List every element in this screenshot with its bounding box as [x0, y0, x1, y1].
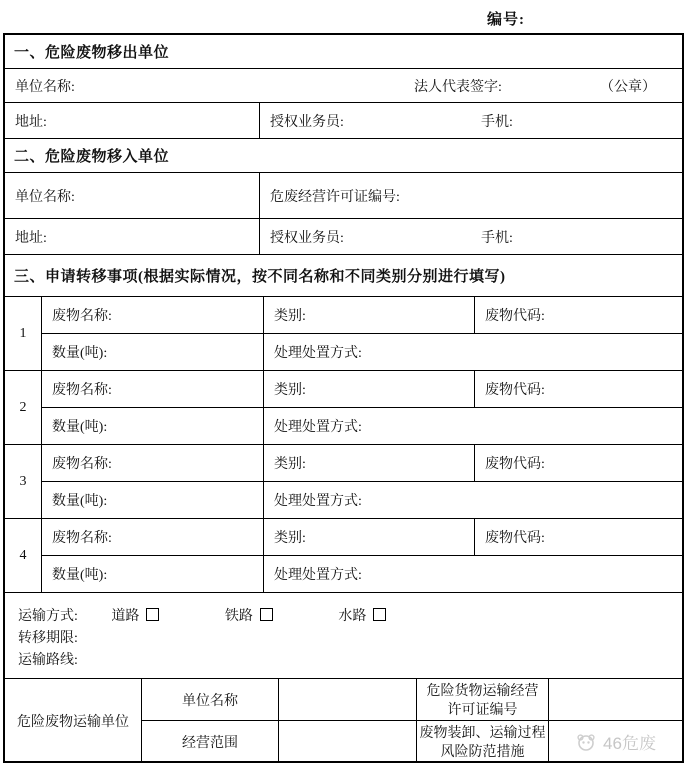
section1-title: 一、危险废物移出单位: [14, 45, 170, 61]
waste-item-1: [5, 297, 682, 371]
carrier-row-title: 危险废物运输单位: [5, 679, 142, 762]
section1-header-row: [5, 35, 682, 69]
carrier-scope-value-cell: [279, 721, 417, 762]
section2-agent-label: 授权业务员:: [270, 230, 344, 246]
carrier-risk-label: [417, 721, 549, 762]
item1-waste-name-label: 废物名称:: [42, 297, 264, 333]
section1-legal-rep-label: 法人代表签字:: [414, 79, 502, 95]
section2-address-row: [5, 219, 682, 255]
item3-waste-code-label: 废物代码:: [485, 457, 545, 472]
transport-route-label: 运输路线:: [18, 653, 78, 668]
transport-mode-line: [18, 606, 682, 628]
section2-license-label: 危废经营许可证编号:: [270, 189, 400, 205]
section2-address-label: 地址:: [5, 219, 260, 254]
section1-mobile-label: 手机:: [481, 114, 513, 130]
water-checkbox[interactable]: [373, 608, 386, 621]
section1-address-row: [5, 103, 682, 139]
item2-number: 2: [5, 371, 42, 444]
item2-waste-name-label: 废物名称:: [42, 371, 264, 407]
section2-unitname-row: [5, 173, 682, 219]
item2-disposal-label: 处理处置方式:: [274, 420, 362, 435]
transport-mode-label: 运输方式:: [18, 609, 78, 624]
carrier-unit-name-value-cell: [279, 679, 417, 720]
waste-item-3: [5, 445, 682, 519]
item3-number: 3: [5, 445, 42, 518]
item1-number: 1: [5, 297, 42, 370]
carrier-risk-line1: 废物装卸、运输过程: [419, 726, 546, 741]
item3-waste-name-label: 废物名称:: [42, 445, 264, 481]
carrier-section: [5, 679, 682, 762]
section1-unitname-row: [5, 69, 682, 103]
section2-header-row: [5, 139, 682, 173]
form-table: [3, 33, 684, 763]
section1-seal-label: （公章）: [600, 79, 656, 95]
transfer-period-label: 转移期限:: [18, 631, 78, 646]
carrier-license-value-cell: [549, 679, 682, 720]
carrier-risk-line2: 风险防范措施: [440, 745, 525, 760]
section2-unit-name-label: 单位名称:: [5, 173, 260, 218]
item2-waste-code-label: 废物代码:: [485, 383, 545, 398]
rail-checkbox[interactable]: [260, 608, 273, 621]
waste-item-4: [5, 519, 682, 593]
item3-disposal-label: 处理处置方式:: [274, 494, 362, 509]
item2-category-label: 类别:: [264, 371, 475, 407]
panda-logo-icon: [575, 731, 597, 753]
item3-quantity-label: 数量(吨):: [42, 482, 264, 518]
item1-quantity-label: 数量(吨):: [42, 334, 264, 370]
item1-disposal-label: 处理处置方式:: [274, 346, 362, 361]
item4-waste-name-label: 废物名称:: [42, 519, 264, 555]
section3-title: 三、申请转移事项(根据实际情况，按不同名称和不同类别分别进行填写): [14, 269, 506, 285]
carrier-scope-label: 经营范围: [142, 721, 279, 762]
item4-number: 4: [5, 519, 42, 592]
rail-label: 铁路: [224, 609, 253, 624]
item4-waste-code-label: 废物代码:: [485, 531, 545, 546]
transport-section: [5, 593, 682, 679]
section1-agent-cell: [260, 103, 682, 138]
waste-item-2: [5, 371, 682, 445]
carrier-license-label: [417, 679, 549, 720]
section2-agent-cell: [260, 219, 682, 254]
section3-header-row: [5, 255, 682, 297]
item2-quantity-label: 数量(吨):: [42, 408, 264, 444]
road-checkbox[interactable]: [146, 608, 159, 621]
item1-waste-code-label: 废物代码:: [485, 309, 545, 324]
serial-number-label: 编号:: [487, 12, 525, 28]
section2-title: 二、危险废物移入单位: [14, 149, 170, 165]
item1-category-label: 类别:: [264, 297, 475, 333]
carrier-unit-name-label: 单位名称: [142, 679, 279, 720]
section1-address-label: 地址:: [5, 103, 260, 138]
watermark-text: 46危废: [603, 734, 656, 753]
item4-disposal-label: 处理处置方式:: [274, 568, 362, 583]
item3-category-label: 类别:: [264, 445, 475, 481]
water-label: 水路: [338, 609, 367, 624]
road-label: 道路: [111, 609, 140, 624]
section1-agent-label: 授权业务员:: [270, 114, 344, 130]
watermark-cell: [549, 721, 682, 762]
carrier-license-line1: 危险货物运输经营: [426, 684, 539, 699]
item4-category-label: 类别:: [264, 519, 475, 555]
item4-quantity-label: 数量(吨):: [42, 556, 264, 592]
section1-unit-name-label: 单位名称:: [15, 79, 75, 95]
carrier-license-line2: 许可证编号: [447, 703, 518, 718]
section2-mobile-label: 手机:: [481, 230, 513, 246]
